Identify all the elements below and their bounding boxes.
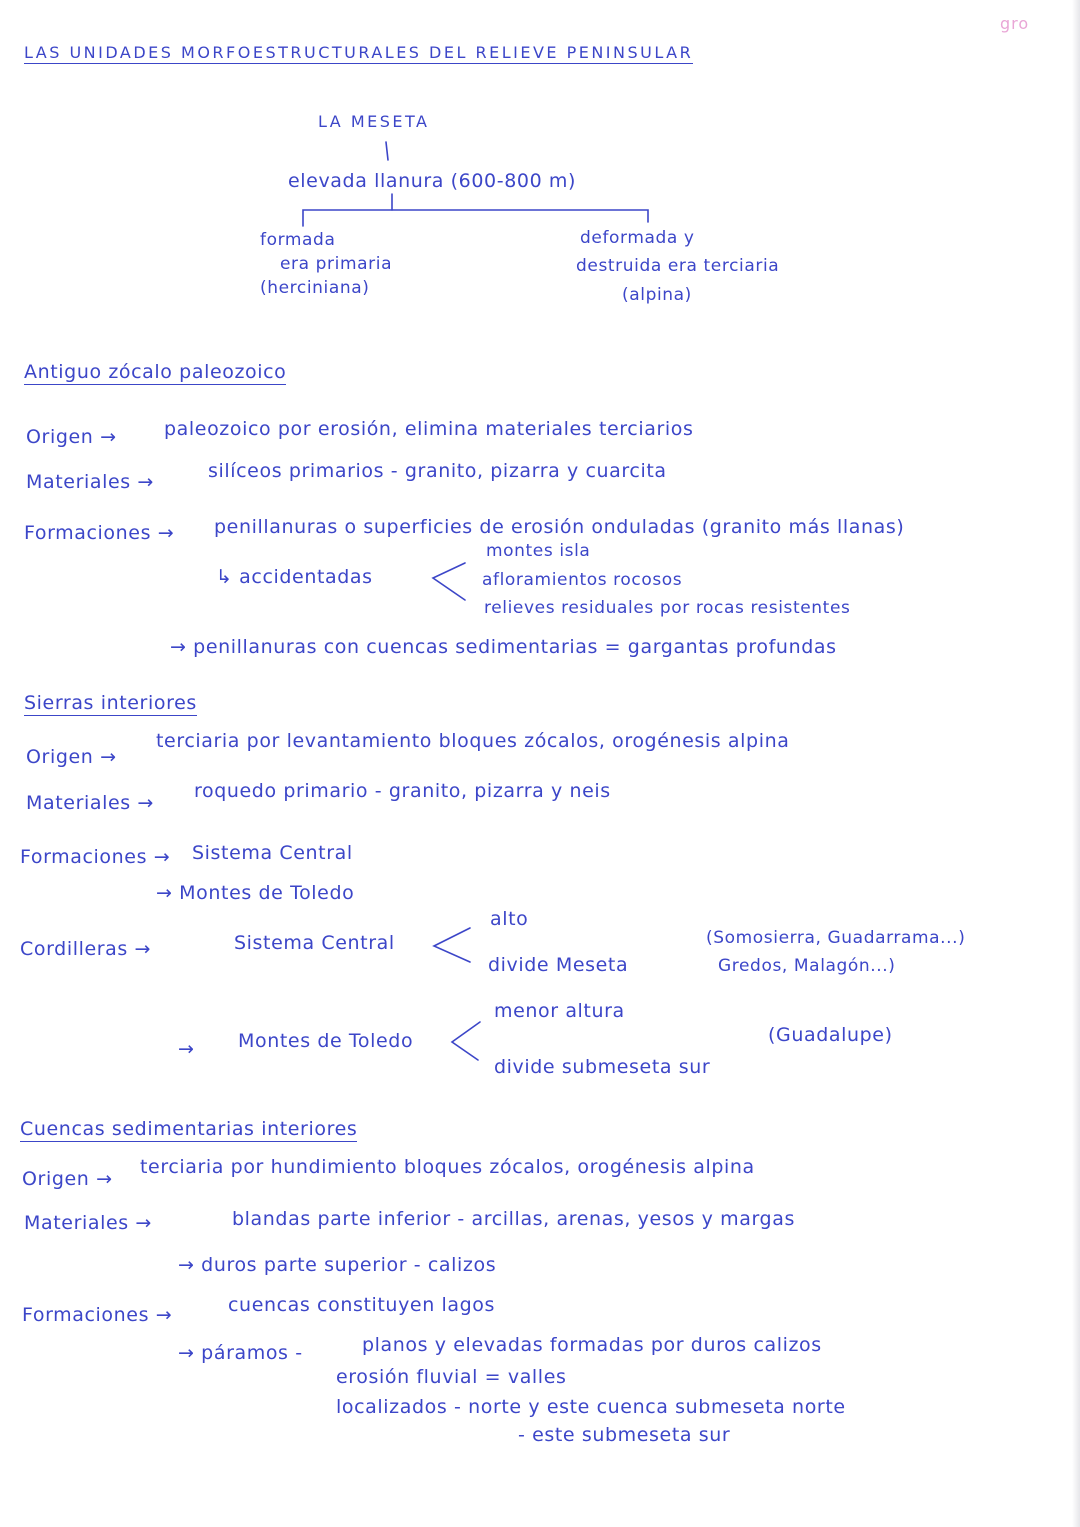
s2-mt-note: (Guadalupe): [768, 1024, 893, 1046]
s3-heading: Cuencas sedimentarias interiores: [20, 1118, 358, 1140]
s2-materiales-label: Materiales →: [26, 792, 154, 814]
s3-formaciones-label: Formaciones →: [22, 1304, 173, 1326]
s3-materiales-2: → duros parte superior - calizos: [178, 1254, 497, 1276]
s2-sc-branch-1: alto: [490, 908, 529, 930]
s2-montes-toledo: Montes de Toledo: [238, 1030, 414, 1052]
s1-materiales-label: Materiales →: [26, 471, 154, 493]
s3-materiales-label: Materiales →: [24, 1212, 152, 1234]
s1-penillanuras: → penillanuras con cuencas sedimentarias = gargantas profundas: [170, 636, 837, 658]
tree-left-1: formada: [260, 230, 336, 250]
s2-sc-note-1: (Somosierra, Guadarrama...): [706, 928, 966, 948]
s3-paramos-4: - este submeseta sur: [518, 1424, 731, 1446]
page-title: LAS UNIDADES MORFOESTRUCTURALES DEL RELIEVE PENINSULAR: [24, 43, 694, 62]
s2-montes-arrow: →: [178, 1038, 195, 1060]
s3-materiales-1: blandas parte inferior - arcillas, arenas, yesos y margas: [232, 1208, 795, 1230]
s2-sc-branch-2: divide Meseta: [488, 954, 629, 976]
branch-bar: [303, 210, 648, 226]
root-connector: [386, 142, 388, 160]
tree-line1: elevada llanura (600-800 m): [288, 170, 577, 192]
s3-paramos-1: planos y elevadas formadas por duros calizos: [362, 1334, 822, 1356]
s2-sistema-central: Sistema Central: [234, 932, 395, 954]
tree-right-2: destruida era terciaria: [576, 256, 780, 276]
s1-accidentadas: ↳ accidentadas: [216, 566, 373, 588]
tree-root: LA MESETA: [318, 112, 430, 131]
s2-origen: terciaria por levantamiento bloques zócalos, orogénesis alpina: [156, 730, 790, 752]
s3-formaciones-1: cuencas constituyen lagos: [228, 1294, 496, 1316]
s1-heading: Antiguo zócalo paleozoico: [24, 361, 287, 383]
corner-mark: gro: [1000, 14, 1030, 33]
s2-sc-note-2: Gredos, Malagón...): [718, 956, 896, 976]
s2-mt-branch-2: divide submeseta sur: [494, 1056, 711, 1078]
s1-materiales: silíceos primarios - granito, pizarra y cuarcita: [208, 460, 667, 482]
s2-mt-branch-1: menor altura: [494, 1000, 625, 1022]
s2-materiales: roquedo primario - granito, pizarra y neis: [194, 780, 611, 802]
montes-toledo-bracket: [452, 1022, 480, 1060]
s3-origen-label: Origen →: [22, 1168, 113, 1190]
s2-cordilleras-label: Cordilleras →: [20, 938, 152, 960]
s1-branch-1: montes isla: [486, 541, 591, 561]
s2-heading: Sierras interiores: [24, 692, 197, 714]
s2-formaciones-2: → Montes de Toledo: [156, 882, 355, 904]
tree-right-1: deformada y: [580, 228, 695, 248]
s3-paramos-2: erosión fluvial = valles: [336, 1366, 567, 1388]
s3-paramos-3: localizados - norte y este cuenca submeseta norte: [336, 1396, 846, 1418]
tree-right-3: (alpina): [622, 285, 692, 305]
s1-formaciones: penillanuras o superficies de erosión onduladas (granito más llanas): [214, 516, 905, 538]
s2-formaciones-label: Formaciones →: [20, 846, 171, 868]
s1-origen: paleozoico por erosión, elimina materiales terciarios: [164, 418, 694, 440]
sistema-central-bracket: [434, 928, 470, 962]
s2-origen-label: Origen →: [26, 746, 117, 768]
s1-formaciones-label: Formaciones →: [24, 522, 175, 544]
s1-branch-3: relieves residuales por rocas resistentes: [484, 598, 851, 618]
s3-origen: terciaria por hundimiento bloques zócalos, orogénesis alpina: [140, 1156, 755, 1178]
s2-formaciones-1: Sistema Central: [192, 842, 353, 864]
s3-paramos-arrow: → páramos -: [178, 1342, 303, 1364]
accidentadas-bracket: [433, 563, 465, 600]
tree-left-2: era primaria: [280, 254, 393, 274]
tree-left-3: (herciniana): [260, 278, 370, 298]
s1-origen-label: Origen →: [26, 426, 117, 448]
s1-branch-2: afloramientos rocosos: [482, 570, 683, 590]
